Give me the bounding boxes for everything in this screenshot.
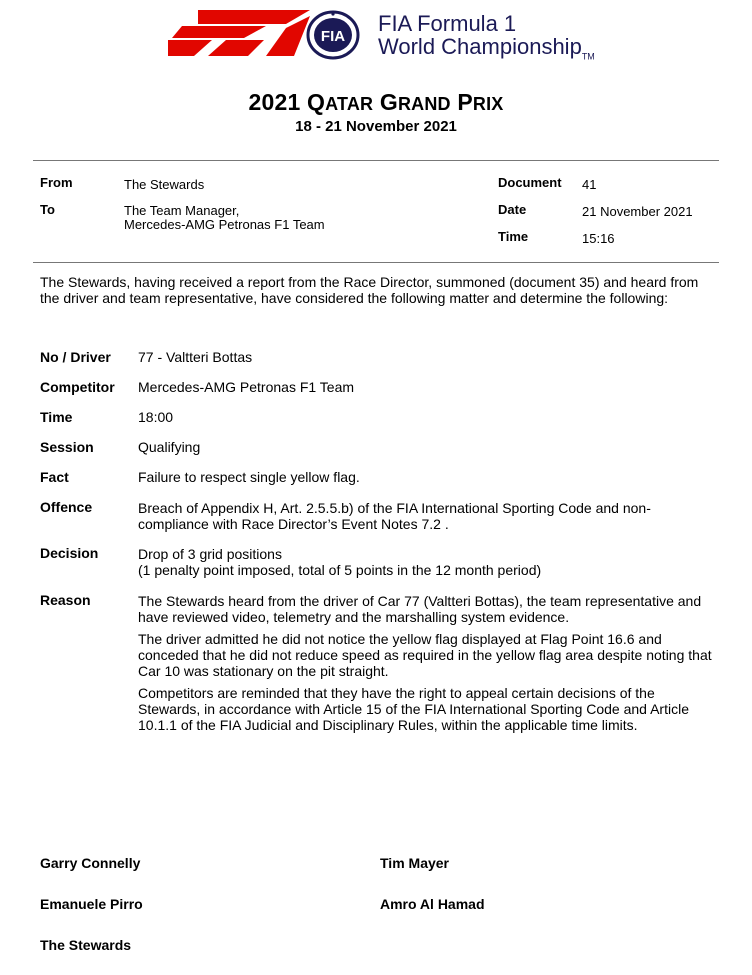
title-part-4: RAND	[397, 94, 451, 114]
session-time-label: Time	[40, 409, 73, 425]
reason-paragraph-3: Competitors are reminded that they have the right to appeal certain decisions of the Stewards, in accordance with Article 15 of the FIA International Sporting Code and Article 10.1.1 of the FIA Judicial and Disciplinary Rules, within the applicable time limits.	[138, 685, 689, 733]
session-label: Session	[40, 439, 94, 455]
from-label: From	[40, 175, 73, 190]
stewards-footer: The Stewards	[40, 937, 132, 953]
to-value-line-2: Mercedes-AMG Petronas F1 Team	[124, 217, 325, 232]
steward-name-3: Emanuele Pirro	[40, 896, 143, 912]
brand-line-2: World Championship	[378, 34, 582, 59]
steward-name-2: Tim Mayer	[380, 855, 449, 871]
competitor-value: Mercedes-AMG Petronas F1 Team	[138, 379, 355, 395]
from-value: The Stewards	[124, 177, 205, 192]
header-logo	[168, 8, 628, 62]
brand-tm: TM	[581, 51, 595, 62]
competitor-label: Competitor	[40, 379, 115, 395]
fia-logo-text: FIA	[320, 28, 346, 45]
decision-line-2: (1 penalty point imposed, total of 5 points in the 12 month period)	[138, 562, 542, 578]
fact-value: Failure to respect single yellow flag.	[138, 469, 360, 485]
reason-paragraph-1: The Stewards heard from the driver of Car 77 (Valtteri Bottas), the team representative and have reviewed video, telemetry and the marshalling system evidence.	[138, 593, 702, 625]
time-value: 15:16	[582, 231, 615, 246]
session-time-value: 18:00	[138, 409, 174, 425]
decision-label: Decision	[40, 545, 99, 561]
title-part-1: 2021 Q	[248, 89, 326, 115]
title-part-2: ATAR	[325, 94, 374, 114]
reason-paragraph-2: The driver admitted he did not notice the yellow flag displayed at Flag Point 16.6 and conceded that he did not reduce speed as required in the yellow flag area despite noting that Car 10 was stationary on the pit straight.	[138, 631, 712, 679]
page-title	[0, 88, 752, 118]
to-label: To	[40, 202, 55, 217]
driver-value: 77 - Valtteri Bottas	[138, 349, 253, 365]
fact-label: Fact	[40, 469, 69, 485]
date-label: Date	[498, 202, 527, 217]
date-value: 21 November 2021	[582, 204, 693, 219]
intro-paragraph: The Stewards, having received a report from the Race Director, summoned (document 35) and heard from the driver and team representative, have considered the following matter and determine the following:	[40, 274, 699, 306]
fia-logo-icon	[306, 10, 360, 60]
event-dates: 18 - 21 November 2021	[295, 118, 457, 135]
steward-name-1: Garry Connelly	[40, 855, 141, 871]
title-part-5: P	[450, 89, 473, 115]
steward-name-4: Amro Al Hamad	[380, 896, 485, 912]
offence-value: Breach of Appendix H, Art. 2.5.5.b) of the FIA International Sporting Code and non-compliance with Race Director’s Event Notes 7.2 .	[138, 500, 651, 532]
reason-value	[138, 593, 713, 739]
title-part-3: G	[373, 89, 398, 115]
brand-text	[378, 12, 595, 68]
decision-value	[138, 546, 713, 578]
time-label: Time	[498, 229, 529, 244]
brand-line-1: FIA Formula 1	[378, 11, 517, 36]
session-value: Qualifying	[138, 439, 201, 455]
to-value-line-1: The Team Manager,	[124, 203, 240, 218]
decision-line-1: Drop of 3 grid positions	[138, 546, 282, 562]
divider-top	[33, 160, 719, 161]
title-part-6: RIX	[472, 94, 504, 114]
reason-label: Reason	[40, 592, 91, 608]
driver-label: No / Driver	[40, 349, 111, 365]
document-value: 41	[582, 177, 597, 192]
document-label: Document	[498, 175, 562, 190]
divider-bottom	[33, 262, 719, 263]
f1-logo-icon	[168, 10, 310, 56]
offence-label: Offence	[40, 499, 93, 515]
